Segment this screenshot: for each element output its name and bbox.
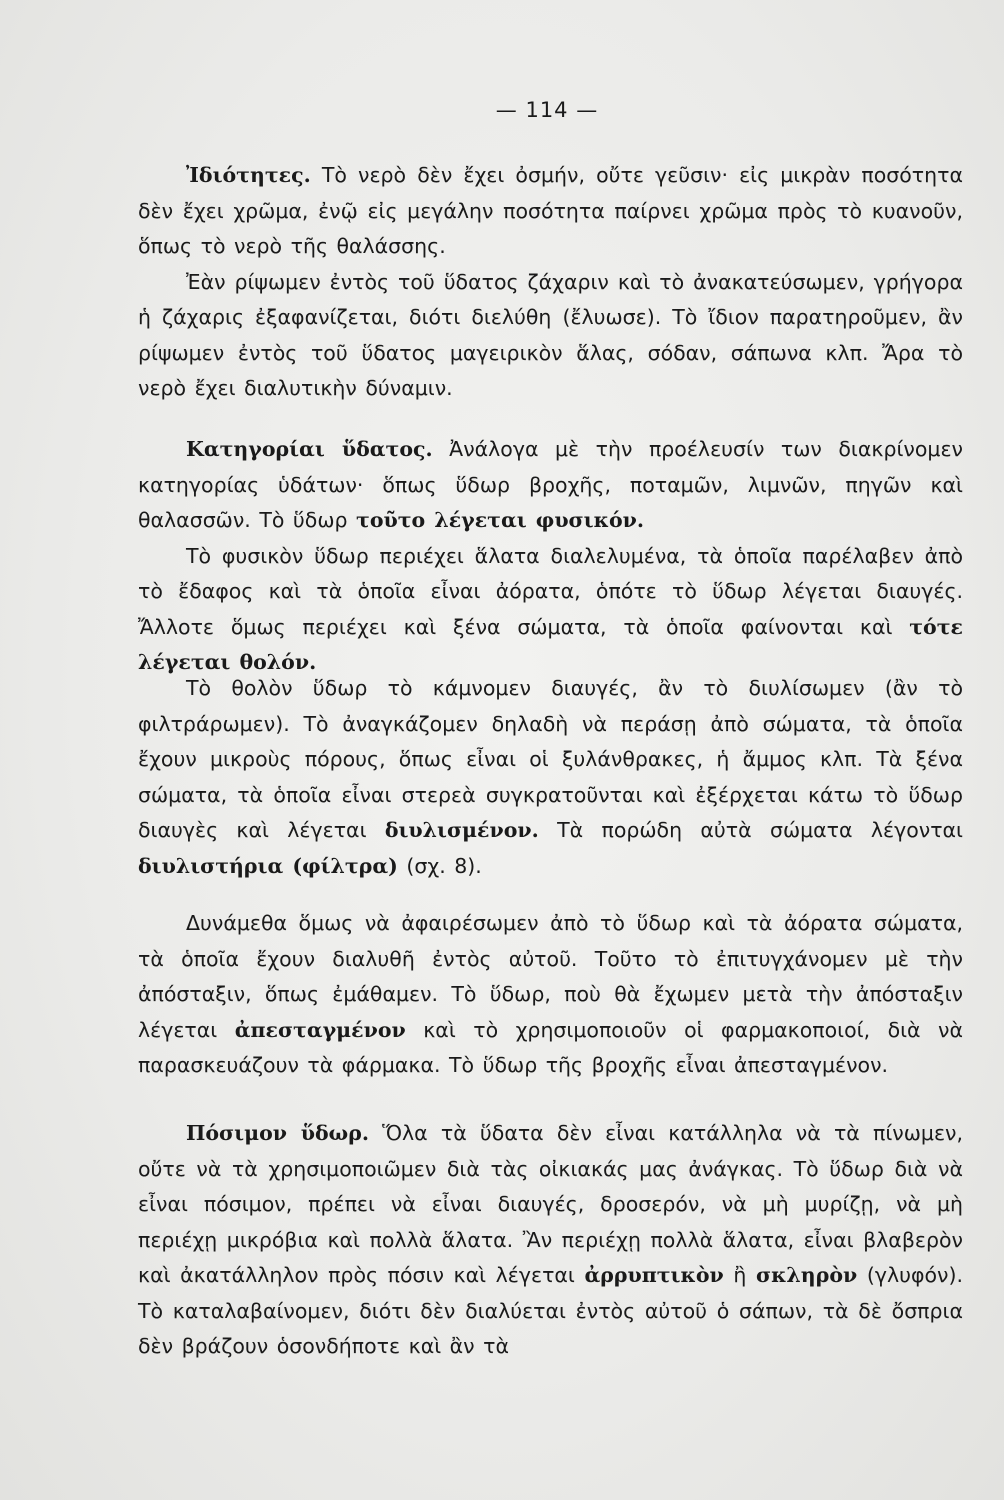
paragraph-text: Δυνάμεθα ὅμως νὰ ἀφαιρέσωμεν ἀπὸ τὸ ὕδωρ καὶ τὰ ἀόρατα σώματα, τὰ ὁποῖα ἔχουν διαλυθῆ ἐντὸς αὐτοῦ. Τοῦτο τὸ ἐπιτυγχάνομεν μὲ τὴν ἀπόσταξιν, ὅπως ἐμάθαμεν. Τὸ ὕδωρ, ποὺ θὰ ἔχωμεν μετὰ τὴν ἀπόσταξιν λέγεται	[138, 911, 963, 1042]
page-number: — 114 —	[495, 98, 599, 122]
paragraph	[138, 158, 963, 265]
paragraph	[138, 432, 963, 539]
paragraph	[138, 539, 963, 681]
section-categories	[138, 432, 963, 681]
paragraph: Ἐὰν ρίψωμεν ἐντὸς τοῦ ὕδατος ζάχαριν καὶ τὸ ἀνακατεύσωμεν, γρήγορα ἡ ζάχαρις ἐξαφανίζεται, διότι διελύθη (ἔλυωσε). Τὸ ἴδιον παρατηροῦμεν, ἂν ρίψωμεν ἐντὸς τοῦ ὕδατος μαγειρικὸν ἅλας, σόδαν, σάπωνα κλπ. Ἄρα τὸ νερὸ ἔχει διαλυτικὴν δύναμιν.	[138, 269, 963, 400]
bold-term: σκληρὸν	[755, 1263, 858, 1287]
section-heading: Πόσιμον ὕδωρ.	[186, 1121, 369, 1145]
bold-term: ἀπεσταγμένον	[234, 1017, 406, 1042]
bold-term: τοῦτο λέγεται φυσικόν.	[356, 508, 644, 532]
section-heading: Κατηγορίαι ὕδατος.	[186, 437, 433, 461]
paragraph-text: (γλυφόν). Τὸ καταλαβαίνομεν, διότι δὲν διαλύεται ἐντὸς αὐτοῦ ὁ σάπων, τὰ δὲ ὄσπρια δὲν βράζουν ὁσονδήποτε καὶ ἂν τὰ	[138, 1263, 964, 1358]
section-drinkable	[138, 1116, 963, 1365]
section-distilled	[138, 906, 963, 1084]
section-filtering	[138, 671, 963, 884]
section-heading: Ἰδιότητες.	[186, 163, 311, 187]
paragraph-text: Ὅλα τὰ ὕδατα δὲν εἶναι κατάλληλα νὰ τὰ πίνωμεν, οὔτε νὰ τὰ χρησιμοποιῶμεν διὰ τὰς οἰκιακάς μας ἀνάγκας. Τὸ ὕδωρ διὰ νὰ εἶναι πόσιμον, πρέπει νὰ εἶναι διαυγές, δροσερόν, νὰ μὴ μυρίζῃ, νὰ μὴ περιέχῃ μικρόβια καὶ πολλὰ ἅλατα. Ἂν περιέχῃ πολλὰ ἅλατα, εἶναι βλαβερὸν καὶ ἀκατάλληλον πρὸς πόσιν καὶ λέγεται	[138, 1121, 963, 1287]
paragraph-text: Τὸ θολὸν ὕδωρ τὸ κάμνομεν διαυγές, ἂν τὸ διυλίσωμεν (ἂν τὸ φιλτράρωμεν). Τὸ ἀναγκάζομεν δηλαδὴ νὰ περάσῃ ἀπὸ σώματα, τὰ ὁποῖα ἔχουν μικροὺς πόρους, ὅπως εἶναι οἱ ξυλάνθρακες, ἡ ἄμμος κλπ. Τὰ ξένα σώματα, τὰ ὁποῖα εἶναι στερεὰ συγκρατοῦνται καὶ ἐξέρχεται κάτω τὸ ὕδωρ διαυγὲς καὶ λέγεται	[138, 676, 963, 842]
paragraph	[138, 671, 963, 884]
bold-term: διυλιστήρια (φίλτρα)	[138, 853, 398, 878]
paragraph-text: Τὸ φυσικὸν ὕδωρ περιέχει ἅλατα διαλελυμένα, τὰ ὁποῖα παρέλαβεν ἀπὸ τὸ ἔδαφος καὶ τὰ ὁποῖα εἶναι ἀόρατα, ὁπότε τὸ ὕδωρ λέγεται διαυγές. Ἄλλοτε ὅμως περιέχει καὶ ξένα σώματα, τὰ ὁποῖα φαίνονται καὶ	[138, 543, 963, 639]
paragraph-text: Ἀνάλογα μὲ τὴν προέλευσίν των διακρίνομεν κατηγορίας ὑδάτων· ὅπως ὕδωρ βροχῆς, ποταμῶν, λιμνῶν, πηγῶν καὶ θαλασσῶν. Τὸ ὕδωρ	[138, 437, 963, 532]
paragraph-text: (σχ. 8).	[397, 853, 482, 878]
bold-term: τότε λέγεται θολόν.	[138, 614, 963, 674]
paragraph	[138, 906, 963, 1084]
paragraph-text: ἢ	[723, 1263, 756, 1287]
paragraph-text: Τὰ πορώδη αὐτὰ σώματα λέγονται	[538, 818, 963, 842]
bold-term: διυλισμένον.	[384, 818, 539, 842]
section-properties	[138, 158, 963, 407]
paragraph	[138, 1116, 963, 1365]
paragraph-text: Τὸ νερὸ δὲν ἔχει ὀσμήν, οὔτε γεῦσιν· εἰς μικρὰν ποσότητα δὲν ἔχει χρῶμα, ἐνῷ εἰς μεγάλην ποσότητα παίρνει χρῶμα πρὸς τὸ κυανοῦν, ὅπως τὸ νερὸ τῆς θαλάσσης.	[138, 163, 963, 258]
bold-term: ἀρρυπτικὸν	[584, 1263, 724, 1287]
paragraph-text: καὶ τὸ χρησιμοποιοῦν οἱ φαρμακοποιοί, διὰ νὰ παρασκευάζουν τὰ φάρμακα. Τὸ ὕδωρ τῆς βροχῆς εἶναι ἀπεσταγμένον.	[138, 1017, 963, 1077]
